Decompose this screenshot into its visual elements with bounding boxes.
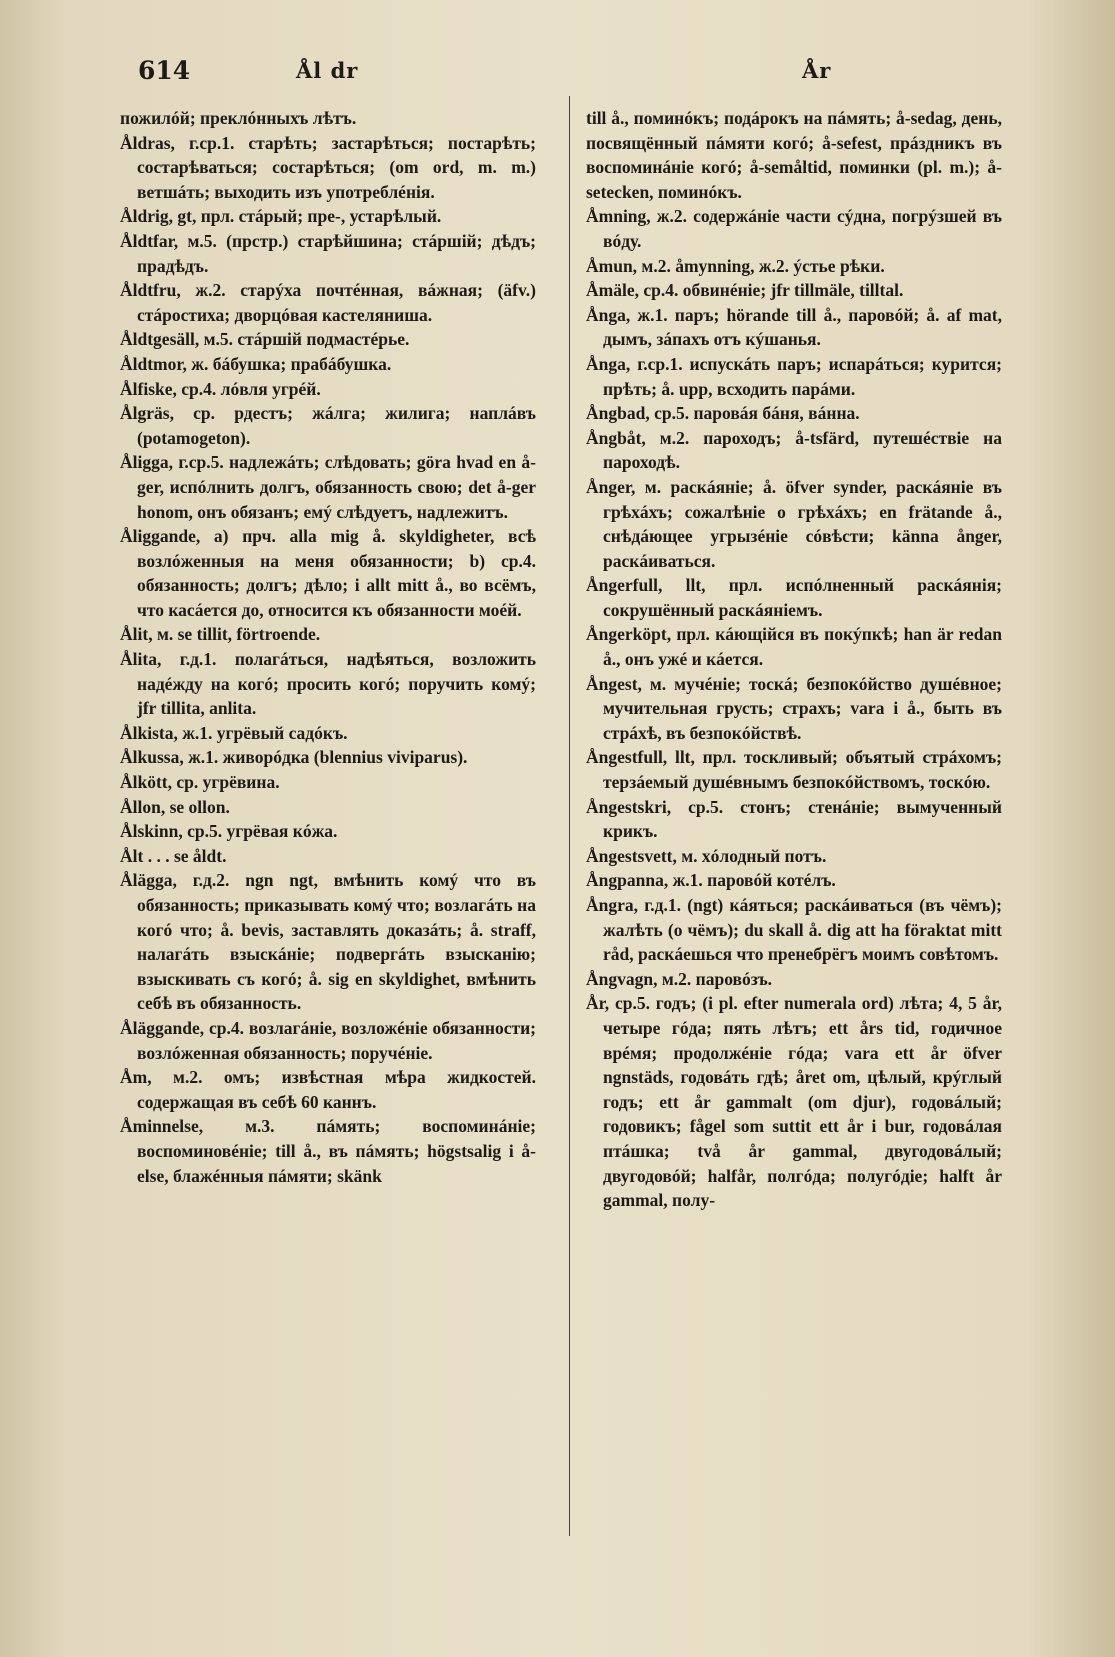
dictionary-entry: Ålkussa, ж.1. живорóдка (blennius viviparus). [120, 747, 468, 768]
dictionary-entry-continued: пожилóй; преклóнныхъ лѣтъ. [120, 108, 357, 128]
dictionary-entry: Åm, м.2. омъ; извѣстная мѣра жидкостей. содержащая въ себѣ 60 каннъ. [120, 1067, 536, 1112]
dictionary-entry: Åläggande, ср.4. возлагáніе, возложéніе обязанности; возлóженная обязанность; поручéніе. [120, 1017, 536, 1063]
dictionary-entry: Ålfiske, ср.4. лóвля угрéй. [120, 378, 321, 399]
dictionary-entry: Åmning, ж.2. содержáніе части сýдна, погрýзшей въ вóду. [586, 206, 1002, 251]
dictionary-entry: Ångestfull, llt, прл. тоскливый; объятый стрáхомъ; терзáемый душéвнымъ безпокóйствомъ, тоскóю. [586, 747, 1002, 793]
dictionary-entry: Ålgräs, ср. рдестъ; жáлга; жилига; наплáвъ (potamogeton). [120, 403, 536, 448]
dictionary-entry: Åldtmor, ж. бáбушка; прабáбушка. [120, 353, 392, 374]
dictionary-entry: Åmäle, ср.4. обвинéніе; jfr tillmäle, tilltal. [586, 280, 904, 301]
dictionary-entry: Ångbad, ср.5. паровáя бáня, вáнна. [586, 403, 860, 424]
dictionary-entry: Åldras, г.ср.1. старѣть; застарѣться; постарѣть; состарѣваться; состарѣться; (om ord, m. m.) ветшáть; выходить изъ употреблéнія. [120, 132, 536, 202]
dictionary-entry: Ångest, м. мучéніе; тоскá; безпокóйство душéвное; мучительная грусть; страхъ; vara i å., быть въ стрáхѣ, въ безпокóйствѣ. [586, 673, 1002, 743]
dictionary-entry: Ånger, м. раскáяніе; å. öfver synder, раскáяніе въ грѣхáхъ; сожалѣніе о грѣхáхъ; en frätande å., снѣдáющее угрызéніе сóвѣсти; känna ånger, раскáиваться. [586, 476, 1002, 571]
dictionary-entry: Åmun, м.2. åmynning, ж.2. ýстье рѣки. [586, 255, 885, 276]
page-header [0, 56, 1115, 96]
left-running-head: Ål dr [296, 58, 359, 83]
column-divider [569, 96, 570, 1536]
dictionary-entry: Ålskinn, ср.5. угрёвая кóжа. [120, 821, 338, 842]
dictionary-entry: Åldtfru, ж.2. старýха почтéнная, вáжная; (äfv.) стáростиха; дворцóвая кастеляниша. [120, 280, 536, 325]
dictionary-entry: Ångvagn, м.2. паровóзъ. [586, 968, 773, 989]
right-column [586, 106, 1002, 1213]
right-running-head: År [802, 58, 832, 83]
dictionary-entry: Ångestsvett, м. хóлодный потъ. [586, 845, 827, 866]
dictionary-entry: År, ср.5. годъ; (i pl. efter numerala ord) лѣта; 4, 5 år, четыре гóда; пять лѣтъ; ett års tid, годичное врéмя; продолжéніе гóда; vara ett år öfver ngnstäds, годовáть гдѣ; året om, цѣлый, крýглый годъ; ett år gammalt (om djur), годовáлый; годовикъ; fågel som suttit ett år i bur, годовáлая птáшка; två år gammal, двугодовáлый; двугодовóй; halfår, полгóда; полугóдіе; halft år gammal, полу- [586, 993, 1002, 1211]
dictionary-entry: Ångpanna, ж.1. паровóй котéлъ. [586, 870, 836, 891]
dictionary-entry: Ångbåt, м.2. пароходъ; å-tsfärd, путешéствіе на пароходѣ. [586, 427, 1002, 473]
dictionary-entry: Ålkött, ср. угрёвина. [120, 772, 280, 793]
dictionary-entry: Ånga, г.ср.1. испускáть паръ; испарáться; курится; прѣть; å. upp, всходить парáми. [586, 353, 1002, 399]
page-number: 614 [138, 56, 191, 85]
dictionary-entry: Ålita, г.д.1. полагáться, надѣяться, возложить надéжду на когó; просить когó; поручить комý; jfr tillita, anlita. [120, 649, 536, 719]
dictionary-entry: Ångestskri, ср.5. стонъ; стенáніе; вымученный крикъ. [586, 796, 1002, 842]
dictionary-entry: Åliggande, a) прч. alla mig å. skyldigheter, всѣ возлóженныя на меня обязанности; b) ср.4. обязанность; долгъ; дѣло; i allt mitt å., во всёмъ, что касáется до, относится къ обязанности моéй. [120, 526, 536, 620]
dictionary-entry: Ånga, ж.1. паръ; hörande till å., паровóй; å. af mat, дымъ, зáпахъ отъ кýшанья. [586, 304, 1002, 350]
dictionary-entry-continued: till å., поминóкъ; подáрокъ на пáмять; å-sedag, день, посвящённый пáмяти когó; å-sefest, прáздникъ въ воспоминáніе когó; å-semåltid, поминки (pl. m.); å-setecken, поминóкъ. [586, 108, 1002, 202]
dictionary-entry: Ålit, м. se tillit, förtroende. [120, 624, 321, 645]
left-column [120, 106, 536, 1188]
dictionary-entry: Åligga, г.ср.5. надлежáть; слѣдовать; göra hvad en å-ger, испóлнить долгъ, обязанность свою; det å-ger honom, онъ обязанъ; емý слѣдуетъ, надлежитъ. [120, 452, 536, 522]
dictionary-entry: Ållon, se ollon. [120, 796, 230, 817]
dictionary-entry: Åminnelse, м.3. пáмять; воспоминáніе; воспоминовéніе; till å., въ пáмять; högstsalig i å-else, блажéнныя пáмяти; skänk [120, 1116, 536, 1186]
dictionary-entry: Ålägga, г.д.2. ngn ngt, вмѣнить комý что въ обязанность; приказывать комý что; возлагáть на когó что; å. bevis, заставлять доказáть; å. straff, налагáть взыскáніе; подвергáть взысканію; взыскивать съ когó; å. sig en skyldighet, вмѣнить себѣ въ обязанность. [120, 870, 536, 1014]
dictionary-entry: Ålkista, ж.1. угрёвый садóкъ. [120, 722, 348, 743]
dictionary-entry: Ångra, г.д.1. (ngt) кáяться; раскáиваться (въ чёмъ); жалѣть (о чёмъ); du skall å. dig att ha föraktat mitt råd, раскáешься что пренебрёгъ моимъ совѣтомъ. [586, 895, 1002, 965]
dictionary-entry: Ålt . . . se åldt. [120, 845, 227, 866]
dictionary-entry: Åldtgesäll, м.5. стáршій подмастéрье. [120, 329, 410, 350]
dictionary-entry: Åldrig, gt, прл. стáрый; пре-, устарѣлый. [120, 206, 442, 227]
dictionary-entry: Åldtfar, м.5. (прстр.) старѣйшина; стáршій; дѣдъ; прадѣдъ. [120, 230, 536, 276]
dictionary-entry: Ångerköpt, прл. кáющійся въ покýпкѣ; han är redan å., онъ ужé и кáется. [586, 624, 1002, 670]
dictionary-entry: Ångerfull, llt, прл. испóлненный раскáянія; сокрушённый раскáяніемъ. [586, 575, 1002, 620]
